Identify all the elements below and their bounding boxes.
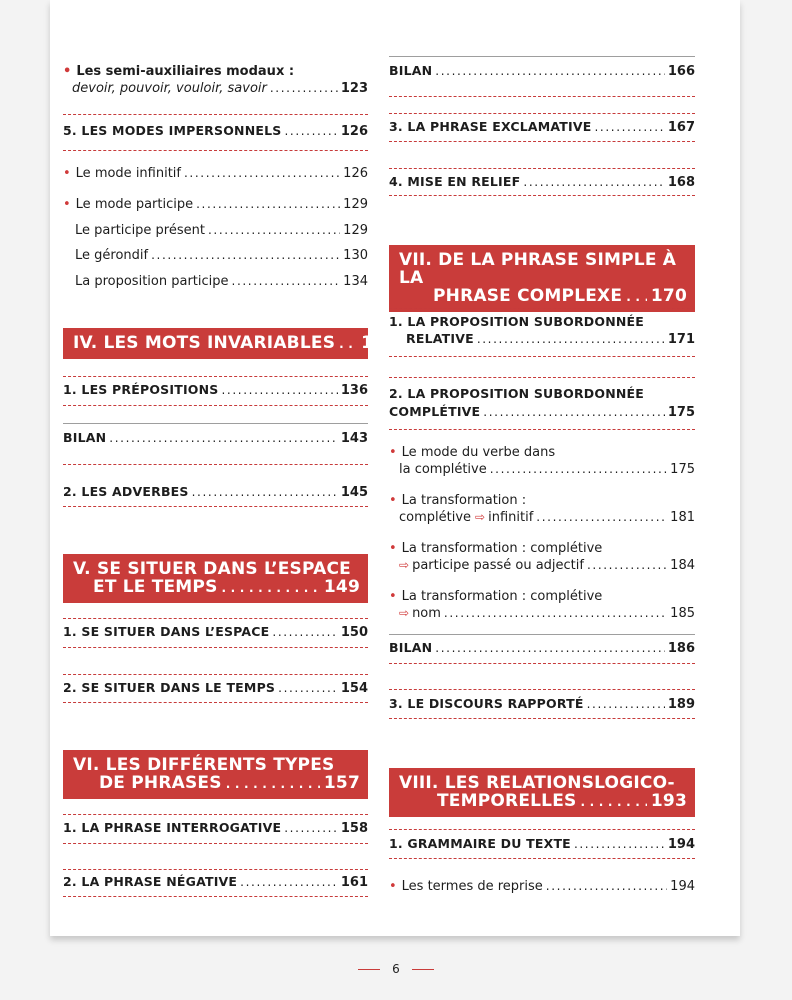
divider bbox=[389, 168, 695, 169]
chapter-banner-v[interactable] bbox=[63, 554, 368, 603]
leader-dots bbox=[232, 274, 341, 288]
divider bbox=[63, 814, 368, 815]
toc-entry-espace[interactable] bbox=[63, 624, 368, 640]
leader-dots bbox=[490, 462, 667, 476]
chapter-banner-viii[interactable] bbox=[389, 768, 695, 817]
divider bbox=[389, 141, 695, 142]
toc-entry-proposition-participe[interactable] bbox=[75, 274, 368, 289]
entry-label-line2: la complétive bbox=[399, 462, 487, 477]
leader-dots bbox=[587, 558, 667, 572]
entry-label: 4. MISE EN RELIEF bbox=[389, 174, 521, 189]
page-number: 168 bbox=[667, 175, 695, 190]
toc-entry-prepositions[interactable] bbox=[63, 382, 368, 398]
page-number: 161 bbox=[340, 875, 368, 890]
divider bbox=[63, 150, 368, 151]
bullet-icon: • bbox=[389, 541, 397, 556]
bullet-icon: • bbox=[63, 197, 71, 212]
divider bbox=[389, 308, 695, 309]
entry-label-line2: nom bbox=[412, 606, 441, 621]
chapter-title-line2: PHRASE COMPLEXE bbox=[433, 286, 623, 306]
entry-label: 1. LES PRÉPOSITIONS bbox=[63, 382, 219, 397]
chapter-page: 170 bbox=[650, 286, 687, 306]
toc-entry-temps[interactable] bbox=[63, 680, 368, 696]
chapter-page: 149 bbox=[323, 577, 360, 597]
entry-label: BILAN bbox=[389, 640, 433, 655]
chapter-banner-vi[interactable] bbox=[63, 750, 368, 799]
entry-label-line1: La transformation : bbox=[401, 493, 527, 508]
chapter-title-line2: TEMPORELLES bbox=[437, 791, 577, 811]
entry-label-line2: RELATIVE bbox=[406, 331, 474, 346]
divider bbox=[389, 96, 695, 97]
entry-label-line2: COMPLÉTIVE bbox=[389, 404, 481, 419]
entry-label: BILAN bbox=[63, 430, 107, 445]
leader-dots bbox=[444, 606, 667, 620]
entry-label: Le gérondif bbox=[75, 248, 149, 263]
entry-label: Le participe présent bbox=[75, 223, 205, 238]
entry-verbs: devoir, pouvoir, vouloir, savoir bbox=[72, 81, 267, 96]
leader-dots bbox=[594, 120, 664, 134]
rule bbox=[389, 634, 695, 635]
divider bbox=[63, 647, 368, 648]
divider bbox=[63, 405, 368, 406]
bullet-icon: • bbox=[63, 64, 72, 79]
divider bbox=[389, 718, 695, 719]
footer-rule-left bbox=[358, 969, 380, 970]
leader-dots bbox=[435, 64, 665, 78]
divider bbox=[63, 702, 368, 703]
toc-entry-bilan-186[interactable] bbox=[389, 640, 695, 656]
chapter-banner-vii[interactable] bbox=[389, 245, 695, 312]
page-number: 167 bbox=[667, 120, 695, 135]
page-number: 175 bbox=[667, 405, 695, 420]
entry-label: 3. LA PHRASE EXCLAMATIVE bbox=[389, 119, 592, 134]
chapter-title-line1: VIII. LES RELATIONSLOGICO- bbox=[399, 773, 675, 793]
entry-label-line2: participe passé ou adjectif bbox=[412, 558, 584, 573]
leader-dots bbox=[580, 793, 646, 811]
toc-entry-termes-de-reprise[interactable] bbox=[389, 879, 695, 894]
leader-dots bbox=[339, 335, 357, 353]
leader-dots bbox=[109, 431, 338, 445]
chapter-title: IV. LES MOTS INVARIABLES bbox=[73, 333, 336, 353]
entry-label: Le mode infinitif bbox=[75, 166, 181, 181]
toc-entry-transformation-participe[interactable] bbox=[389, 541, 695, 573]
toc-entry-modes-impersonnels[interactable] bbox=[63, 123, 368, 139]
toc-entry-participe-present[interactable] bbox=[75, 223, 368, 238]
page-number: 143 bbox=[340, 431, 368, 446]
toc-entry-mise-en-relief[interactable] bbox=[389, 174, 695, 190]
leader-dots bbox=[222, 579, 320, 597]
page-number: 184 bbox=[670, 558, 695, 573]
bullet-icon: • bbox=[389, 589, 397, 604]
entry-label-line1: 1. LA PROPOSITION SUBORDONNÉE bbox=[389, 314, 644, 329]
entry-label-line1: Le mode du verbe dans bbox=[401, 445, 556, 460]
divider bbox=[389, 377, 695, 378]
toc-entry-infinitif[interactable] bbox=[63, 166, 368, 181]
toc-entry-mode-du-verbe[interactable] bbox=[389, 445, 695, 477]
leader-dots bbox=[270, 81, 338, 95]
page-number: 129 bbox=[343, 197, 368, 212]
leader-dots bbox=[222, 383, 338, 397]
page-number: 136 bbox=[340, 383, 368, 398]
leader-dots bbox=[272, 625, 337, 639]
leader-dots bbox=[574, 837, 665, 851]
page-number: 175 bbox=[670, 462, 695, 477]
entry-label-line1: La transformation : complétive bbox=[401, 589, 603, 604]
arrow-right-icon: ⇨ bbox=[399, 558, 410, 572]
leader-dots bbox=[192, 485, 338, 499]
leader-dots bbox=[626, 288, 647, 306]
page-number: 154 bbox=[340, 681, 368, 696]
bullet-icon: • bbox=[389, 493, 397, 508]
leader-dots bbox=[226, 775, 320, 793]
rule bbox=[389, 56, 695, 57]
divider bbox=[389, 429, 695, 430]
page-footer bbox=[0, 962, 792, 976]
entry-label: Le mode participe bbox=[75, 197, 194, 212]
entry-label: BILAN bbox=[389, 63, 433, 78]
chapter-banner-iv[interactable] bbox=[63, 328, 398, 359]
page-number: 194 bbox=[667, 837, 695, 852]
entry-label: 2. LES ADVERBES bbox=[63, 484, 189, 499]
toc-entry-negative[interactable] bbox=[63, 874, 368, 890]
chapter-title-line1: V. SE SITUER DANS L’ESPACE bbox=[73, 559, 351, 579]
chapter-title-line1: VII. DE LA PHRASE SIMPLE À LA bbox=[399, 250, 677, 288]
leader-dots bbox=[196, 197, 340, 211]
page-number: 134 bbox=[343, 274, 368, 289]
page-number: 129 bbox=[343, 223, 368, 238]
chapter-title-line2: DE PHRASES bbox=[99, 773, 222, 793]
page-number: 186 bbox=[667, 641, 695, 656]
page-number: 189 bbox=[667, 697, 695, 712]
toc-entry-participe[interactable] bbox=[63, 197, 368, 212]
arrow-right-icon: ⇨ bbox=[399, 606, 410, 620]
toc-entry-gerondif[interactable] bbox=[75, 248, 368, 263]
toc-entry-relative[interactable] bbox=[389, 314, 695, 347]
page-number: 171 bbox=[667, 332, 695, 347]
entry-label: Les termes de reprise bbox=[401, 879, 543, 894]
leader-dots bbox=[477, 332, 665, 346]
leader-dots bbox=[278, 681, 338, 695]
entry-title: Les semi-auxiliaires modaux : bbox=[76, 64, 295, 79]
leader-dots bbox=[435, 641, 665, 655]
page-number: 181 bbox=[670, 510, 695, 525]
chapter-title-line2: ET LE TEMPS bbox=[93, 577, 218, 597]
divider bbox=[389, 195, 695, 196]
page-number: 145 bbox=[340, 485, 368, 500]
entry-label: 1. SE SITUER DANS L’ESPACE bbox=[63, 624, 270, 639]
divider bbox=[389, 356, 695, 357]
page-number: 150 bbox=[340, 625, 368, 640]
page-number: 130 bbox=[343, 248, 368, 263]
divider bbox=[63, 843, 368, 844]
toc-entry-exclamative[interactable] bbox=[389, 119, 695, 135]
divider bbox=[63, 869, 368, 870]
toc-entry-completive[interactable] bbox=[389, 386, 695, 420]
entry-label-line2b: infinitif bbox=[488, 510, 534, 525]
divider bbox=[63, 618, 368, 619]
entry-label: 3. LE DISCOURS RAPPORTÉ bbox=[389, 696, 584, 711]
rule bbox=[63, 423, 368, 424]
toc-entry-grammaire-du-texte[interactable] bbox=[389, 836, 695, 852]
toc-entry-bilan-166[interactable] bbox=[389, 63, 695, 79]
toc-entry-transformation-infinitif[interactable] bbox=[389, 493, 695, 525]
toc-entry-transformation-nom[interactable] bbox=[389, 589, 695, 621]
divider bbox=[63, 114, 368, 115]
divider bbox=[63, 896, 368, 897]
page-number: 126 bbox=[340, 124, 368, 139]
leader-dots bbox=[546, 879, 667, 893]
divider bbox=[389, 689, 695, 690]
toc-entry-discours-rapporte[interactable] bbox=[389, 696, 695, 712]
footer-page-number: 6 bbox=[392, 962, 400, 976]
chapter-page: 135 bbox=[361, 333, 398, 353]
page-number: 194 bbox=[670, 879, 695, 894]
leader-dots bbox=[151, 248, 340, 262]
toc-entry-interrogative[interactable] bbox=[63, 820, 368, 836]
bullet-icon: • bbox=[389, 445, 397, 460]
leader-dots bbox=[587, 697, 665, 711]
footer-rule-right bbox=[412, 969, 434, 970]
chapter-page: 157 bbox=[323, 773, 360, 793]
page-number: 123 bbox=[340, 81, 368, 96]
entry-label: 1. GRAMMAIRE DU TEXTE bbox=[389, 836, 571, 851]
chapter-title-line1: VI. LES DIFFÉRENTS TYPES bbox=[73, 755, 335, 775]
entry-label: 5. LES MODES IMPERSONNELS bbox=[63, 123, 282, 138]
divider bbox=[389, 663, 695, 664]
entry-label: 2. SE SITUER DANS LE TEMPS bbox=[63, 680, 276, 695]
toc-entry-modaux[interactable] bbox=[63, 64, 368, 96]
leader-dots bbox=[240, 875, 338, 889]
entry-label-line1: La transformation : complétive bbox=[401, 541, 603, 556]
document-page bbox=[50, 0, 740, 936]
leader-dots bbox=[536, 510, 667, 524]
entry-label-line2a: complétive bbox=[399, 510, 472, 525]
leader-dots bbox=[184, 166, 340, 180]
arrow-right-icon: ⇨ bbox=[475, 510, 486, 524]
bullet-icon: • bbox=[389, 879, 397, 894]
divider bbox=[63, 376, 368, 377]
page-number: 158 bbox=[340, 821, 368, 836]
page-number: 126 bbox=[343, 166, 368, 181]
page-number: 166 bbox=[667, 64, 695, 79]
leader-dots bbox=[284, 821, 338, 835]
divider bbox=[389, 858, 695, 859]
leader-dots bbox=[523, 175, 664, 189]
leader-dots bbox=[284, 124, 337, 138]
divider bbox=[63, 506, 368, 507]
entry-label: La proposition participe bbox=[75, 274, 229, 289]
divider bbox=[63, 674, 368, 675]
page-number: 185 bbox=[670, 606, 695, 621]
entry-label: 2. LA PHRASE NÉGATIVE bbox=[63, 874, 238, 889]
toc-entry-bilan-143[interactable] bbox=[63, 430, 368, 446]
divider bbox=[389, 113, 695, 114]
leader-dots bbox=[208, 223, 340, 237]
toc-entry-adverbes[interactable] bbox=[63, 484, 368, 500]
entry-label-line1: 2. LA PROPOSITION SUBORDONNÉE bbox=[389, 386, 644, 401]
entry-label: 1. LA PHRASE INTERROGATIVE bbox=[63, 820, 282, 835]
divider bbox=[389, 829, 695, 830]
divider bbox=[63, 464, 368, 465]
leader-dots bbox=[483, 405, 665, 419]
bullet-icon: • bbox=[63, 166, 71, 181]
chapter-page: 193 bbox=[650, 791, 687, 811]
